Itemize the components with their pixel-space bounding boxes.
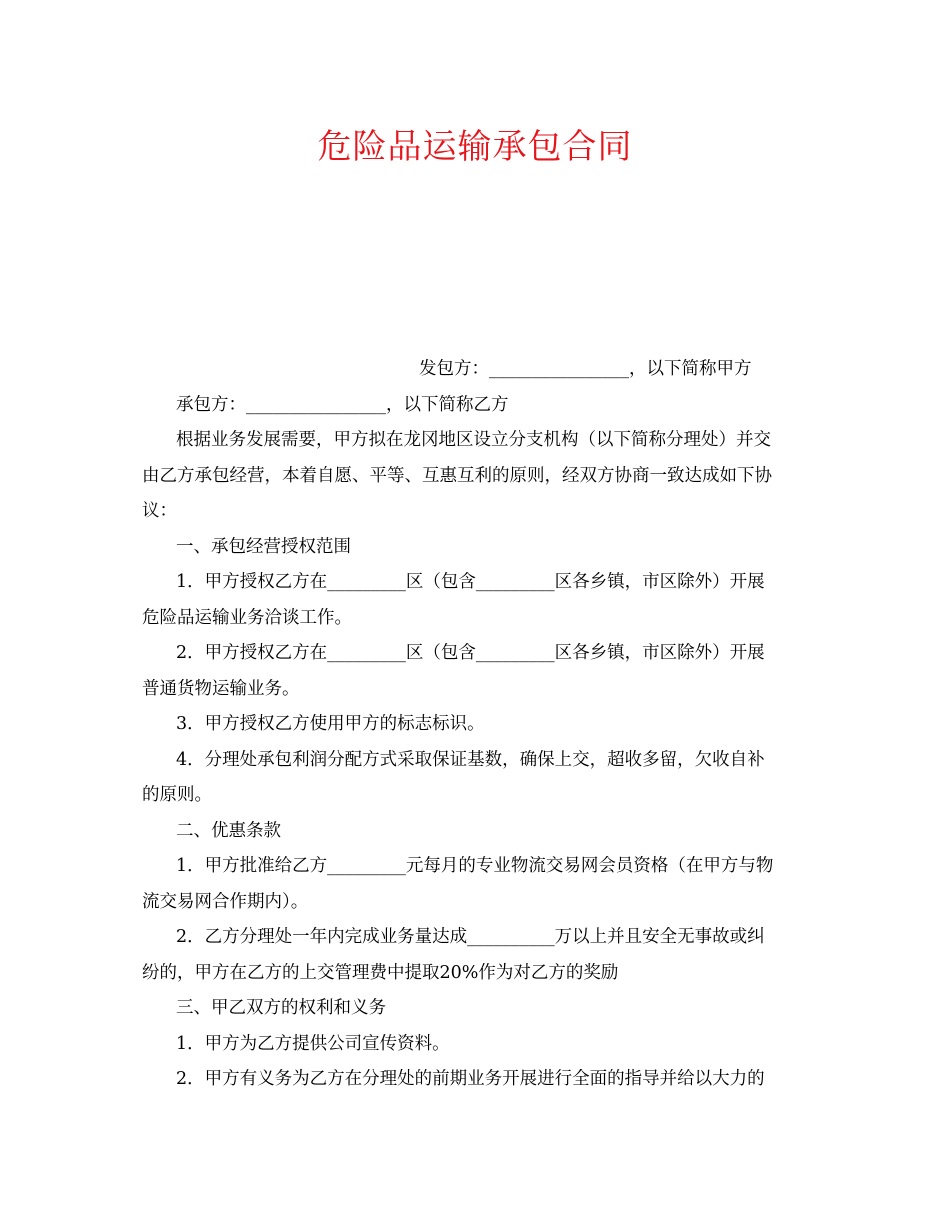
clause-1-4-line-2: 的原则。 (142, 785, 212, 805)
clause-1-1-line-1: 1．甲方授权乙方在_________区（包含_________区各乡镇，市区除外）开展 (176, 572, 765, 592)
party-b-line: 承包方：________________，以下简称乙方 (176, 394, 509, 415)
section-heading-2: 二、优惠条款 (176, 820, 281, 841)
clause-2-1-line-2: 流交易网合作期内）。 (142, 891, 309, 912)
clause-2-2-line-1: 2．乙方分理处一年内完成业务量达成__________万以上并且安全无事故或纠 (176, 927, 765, 947)
clause-2-1-line-1: 1．甲方批准给乙方_________元每月的专业物流交易网会员资格（在甲方与物 (176, 856, 774, 876)
clause-1-4-line-1: 4．分理处承包利润分配方式采取保证基数，确保上交，超收多留，欠收自补 (176, 749, 765, 770)
document-body (142, 352, 812, 1098)
clause-1-1-line-2: 危险品运输业务洽谈工作。 (142, 607, 352, 628)
clause-3-2-line-1: 2．甲方有义务为乙方在分理处的前期业务开展进行全面的指导并给以大力的 (176, 1069, 765, 1089)
party-a-line: 发包方：________________，以下简称甲方 (419, 359, 752, 379)
clause-2-2-line-2: 纷的，甲方在乙方的上交管理费中提取20%作为对乙方的奖励 (142, 962, 619, 983)
preamble-line-1: 根据业务发展需要，甲方拟在龙冈地区设立分支机构（以下简称分理处）并交 (176, 430, 771, 450)
preamble-line-2: 由乙方承包经营，本着自愿、平等、互惠互利的原则，经双方协商一致达成如下协 (142, 465, 772, 486)
preamble-line-3: 议： (142, 501, 177, 521)
clause-1-2-line-2: 普通货物运输业务。 (142, 678, 300, 699)
document-title: 危险品运输承包合同 (317, 127, 633, 167)
section-heading-1: 一、承包经营授权范围 (176, 536, 351, 557)
clause-3-1: 1．甲方为乙方提供公司宣传资料。 (176, 1033, 450, 1054)
clause-1-3: 3．甲方授权乙方使用甲方的标志标识。 (176, 714, 485, 734)
section-heading-3: 三、甲乙双方的权利和义务 (176, 998, 386, 1018)
clause-1-2-line-1: 2．甲方授权乙方在_________区（包含_________区各乡镇，市区除外）开展 (176, 643, 765, 663)
